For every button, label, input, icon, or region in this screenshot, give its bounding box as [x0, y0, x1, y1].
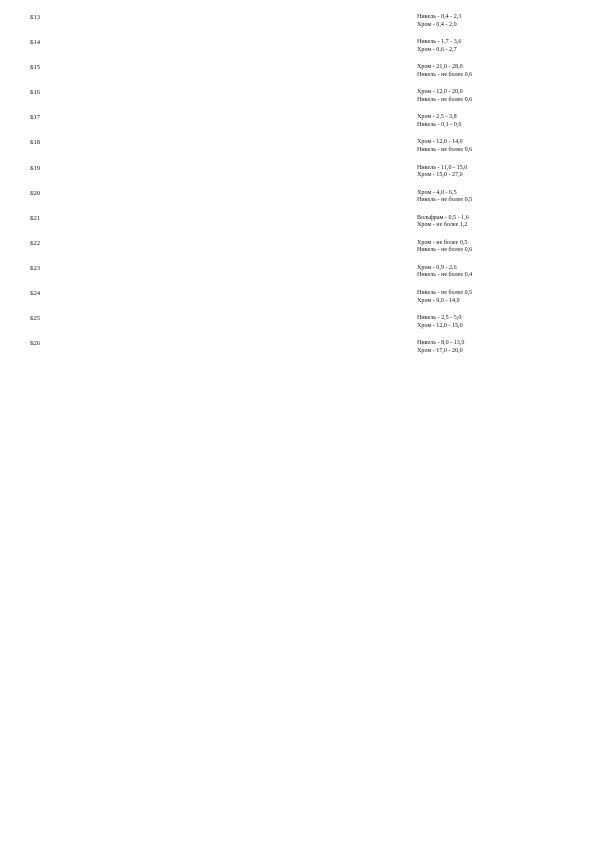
- chemical-composition: Никель - 8,0 - 13,0 Хром - 17,0 - 20,0: [417, 340, 465, 354]
- steel-marks: [270, 64, 417, 89]
- group-description: [90, 340, 270, 365]
- table-row: [30, 240, 570, 265]
- group-code: Б26: [30, 340, 41, 348]
- group-code: Б13: [30, 14, 41, 21]
- group-code: Б20: [30, 189, 41, 197]
- chemical-composition: Никель - не более 0,5 Хром - 9,0 - 14,0: [417, 290, 473, 304]
- table-row: [30, 165, 570, 190]
- table-row: [30, 14, 570, 39]
- group-code: Б23: [30, 264, 41, 272]
- chemical-composition: Хром - 4,0 - 6,5 Никель - не более 0,5: [417, 189, 473, 204]
- group-description: [90, 165, 270, 190]
- chemical-composition: Хром - не более 0,5 Никель - не более 0,6: [417, 239, 473, 254]
- chemical-composition: Никель - 2,5 - 5,0 Хром - 12,0 - 15,0: [417, 315, 463, 329]
- group-description: [90, 64, 270, 89]
- table-row: [30, 290, 570, 315]
- group-description: [90, 265, 270, 290]
- steel-marks: [270, 114, 417, 139]
- group-description: [90, 14, 270, 39]
- table-row: [30, 265, 570, 290]
- group-description: [90, 89, 270, 114]
- table-body: [30, 14, 570, 365]
- chemical-composition: Никель - 11,0 - 15,0 Хром - 15,0 - 27,0: [417, 164, 468, 179]
- chemical-composition: Хром - 0,9 - 2,6 Никель - не более 0,4: [417, 264, 473, 279]
- table-row: [30, 315, 570, 340]
- group-code: Б16: [30, 89, 41, 97]
- group-description: [90, 190, 270, 215]
- group-code: Б22: [30, 239, 41, 247]
- group-description: [90, 240, 270, 265]
- chemical-composition: Хром - 12,0 - 14,0 Никель - не более 0,6: [417, 139, 473, 154]
- steel-marks: [270, 190, 417, 215]
- table-row: [30, 114, 570, 139]
- group-description: [90, 315, 270, 340]
- group-code: Б15: [30, 64, 41, 72]
- group-description: [90, 139, 270, 164]
- group-code: Б18: [30, 139, 41, 147]
- group-code: Б21: [30, 214, 41, 222]
- steel-marks: [270, 340, 417, 365]
- group-code: Б19: [30, 164, 41, 172]
- table-row: [30, 89, 570, 114]
- table-row: [30, 64, 570, 89]
- table-row: [30, 139, 570, 164]
- group-description: [90, 290, 270, 315]
- group-code: Б25: [30, 315, 41, 323]
- steel-marks: [270, 89, 417, 114]
- table-row: [30, 215, 570, 240]
- steel-marks: [270, 265, 417, 290]
- group-code: Б24: [30, 290, 41, 298]
- steel-grades-table: [30, 14, 570, 365]
- table-row: [30, 190, 570, 215]
- steel-marks: [270, 315, 417, 340]
- chemical-composition: Хром - 2,5 - 3,8 Никель - 0,1 - 0,6: [417, 114, 462, 128]
- document-page: [30, 14, 570, 365]
- steel-marks: [270, 39, 417, 64]
- chemical-composition: Хром - 12,0 - 20,0 Никель - не более 0,6: [417, 89, 473, 103]
- steel-marks: [270, 215, 417, 240]
- steel-marks: [270, 139, 417, 164]
- group-description: [90, 39, 270, 64]
- group-description: [90, 114, 270, 139]
- chemical-composition: Никель - 1,7 - 3,6 Хром - 0,6 - 2,7: [417, 39, 462, 53]
- chemical-composition: Вольфрам - 0,5 - 1,6 Хром - не более 1,2: [417, 214, 469, 229]
- table-row: [30, 39, 570, 64]
- steel-marks: [270, 290, 417, 315]
- steel-marks: [270, 240, 417, 265]
- group-code: Б17: [30, 114, 41, 122]
- steel-marks: [270, 14, 417, 39]
- steel-marks: [270, 165, 417, 190]
- chemical-composition: Никель - 0,4 - 2,3 Хром - 0,4 - 2,0: [417, 14, 462, 28]
- group-code: Б14: [30, 39, 41, 47]
- table-row: [30, 340, 570, 365]
- chemical-composition: Хром - 21,0 - 28,0 Никель - не более 0,6: [417, 64, 473, 78]
- group-description: [90, 215, 270, 240]
